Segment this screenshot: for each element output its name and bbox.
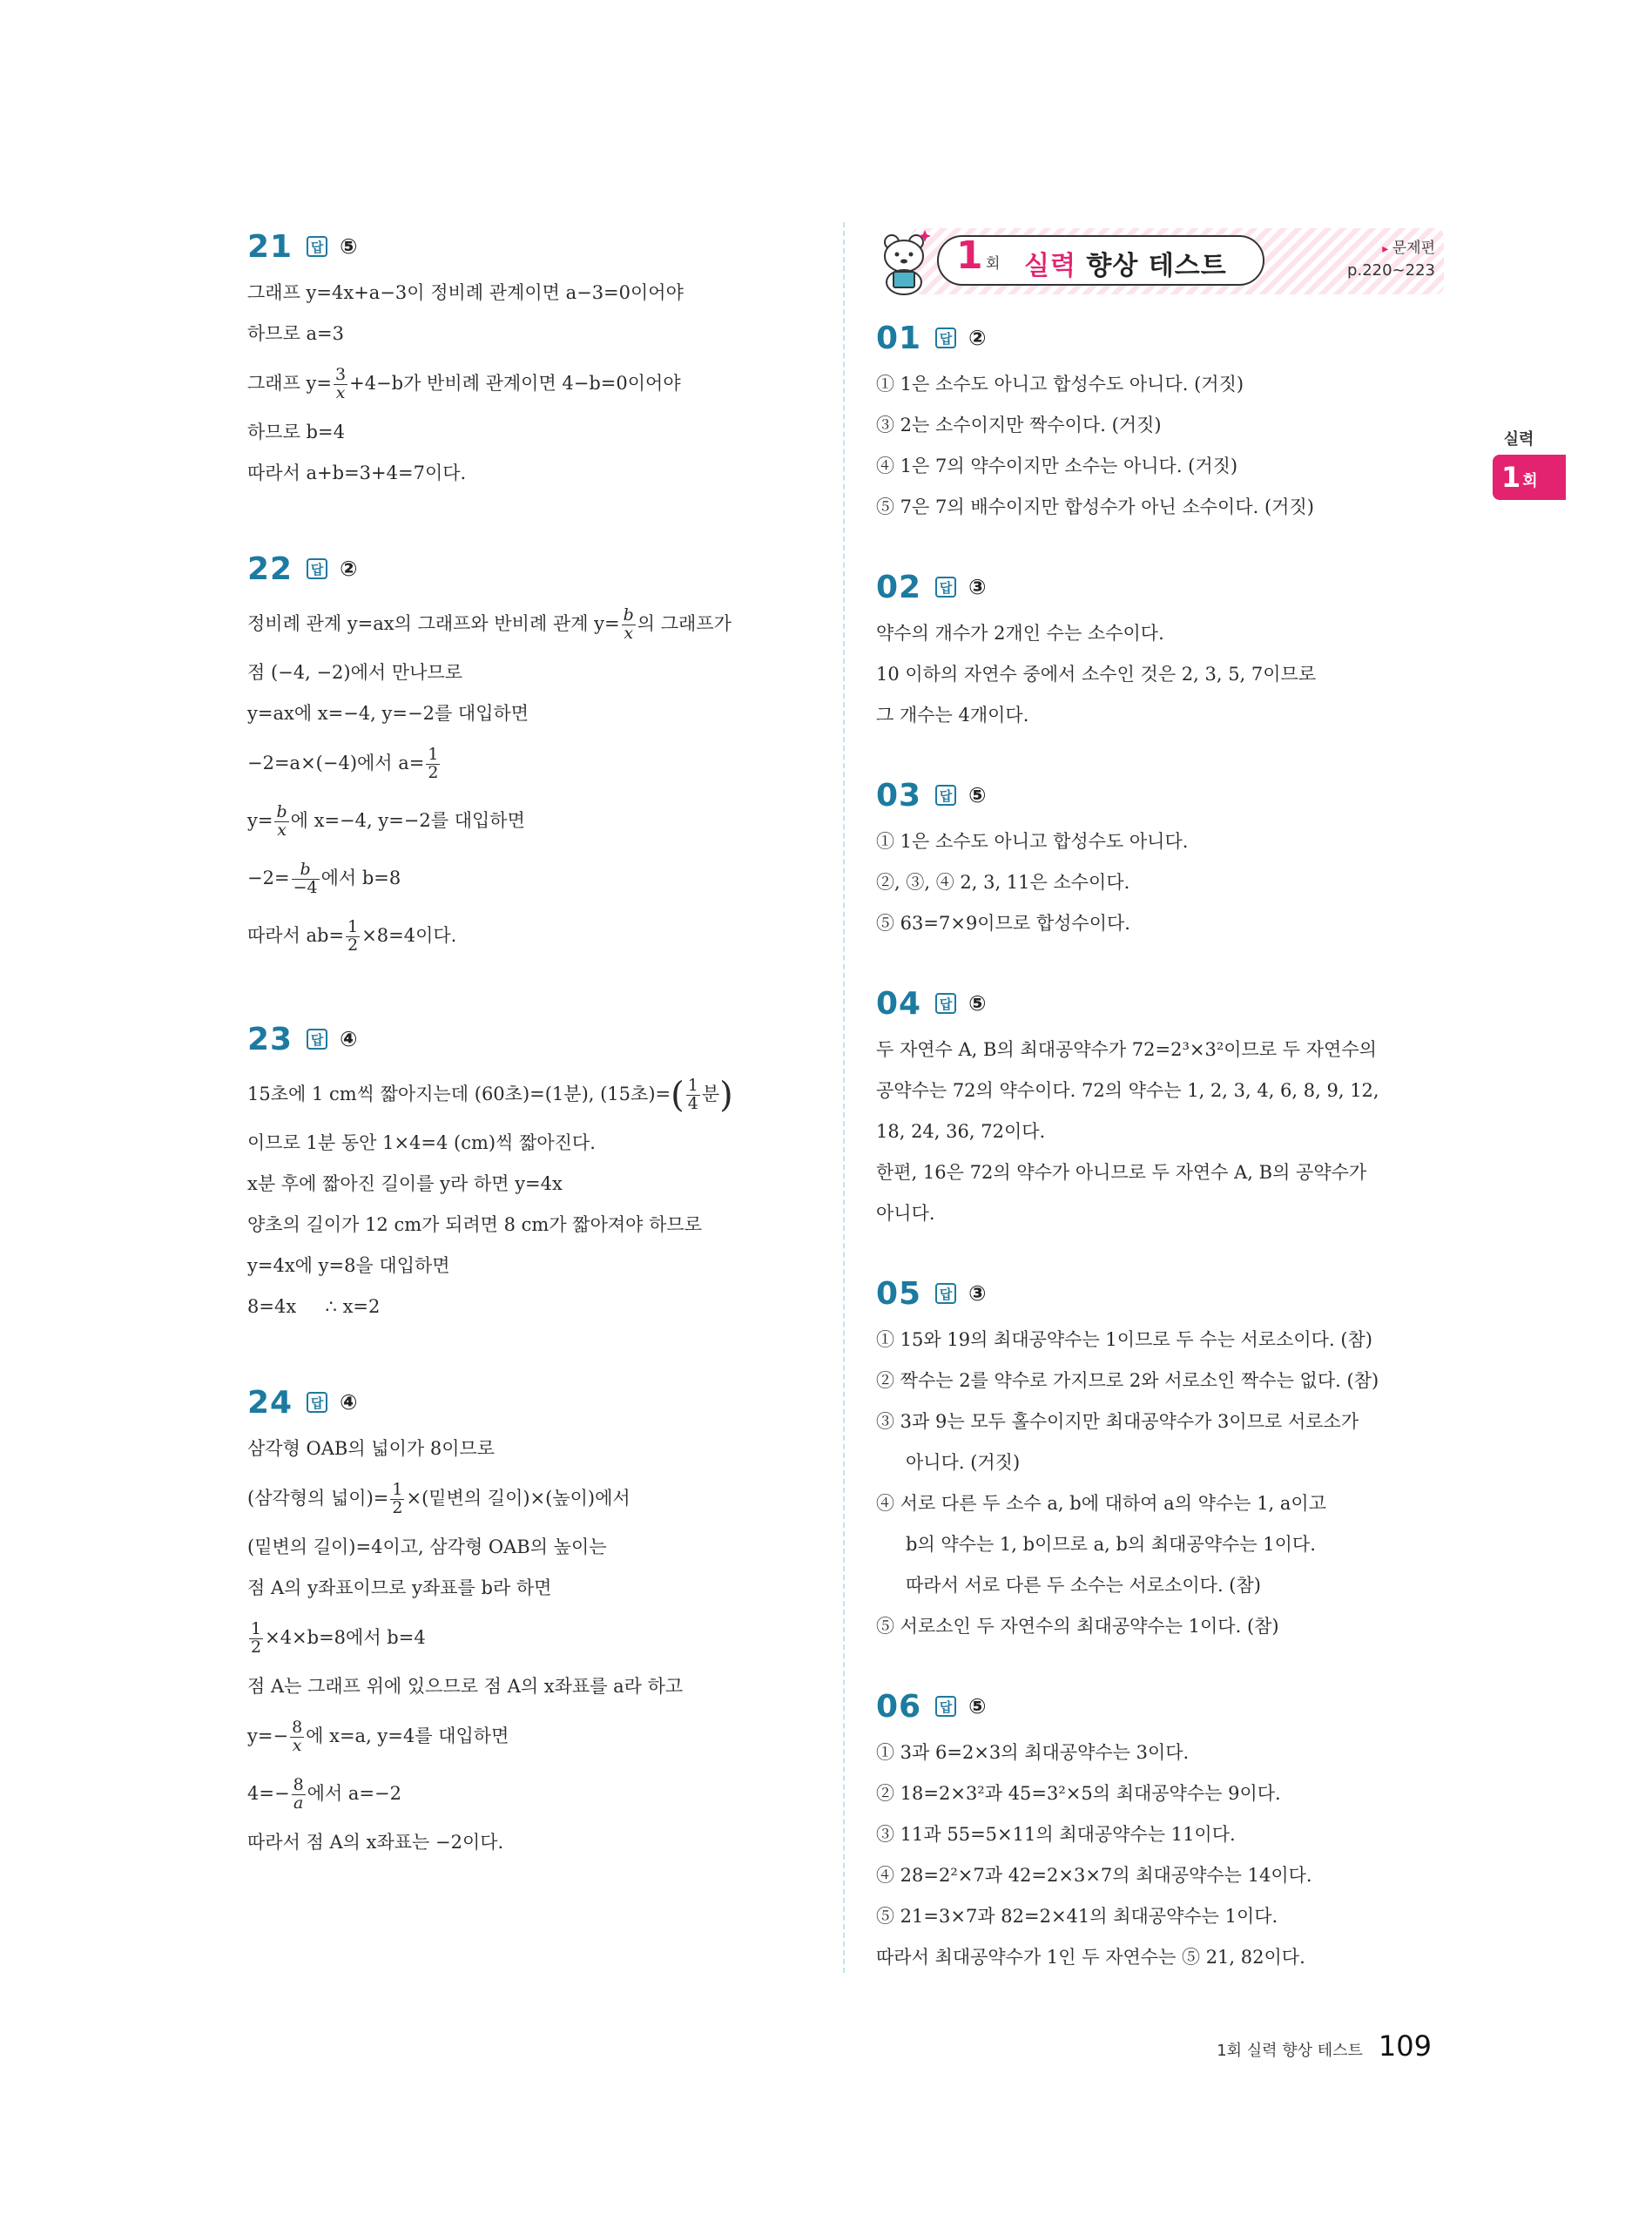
problem-23 [247,1015,822,1327]
problem-06 [876,1682,1451,1978]
solution-line: 따라서 점 A의 x좌표는 −2이다. [247,1832,504,1853]
problem-number: 23 [247,1021,293,1057]
answer-choice: ⑤ [968,783,987,807]
fraction: $\frac{8}{a}$ [293,1775,304,1813]
solution-line: 따라서 a+b=3+4=7이다. [247,463,467,483]
solution-line: (삼각형의 넓이)= $\frac{1}{2}$ ×(밑변의 길이)×(높이)에서 [247,1480,630,1517]
answer-badge: 답 [307,1392,327,1413]
solution-line: 점 A의 y좌표이므로 y좌표를 b라 하면 [247,1577,552,1598]
side-tab-badge: 1 회 [1493,455,1566,500]
fraction: $\frac{b}{-4}$ [293,860,318,897]
solution-line: 점 (−4, −2)에서 만나므로 [247,662,463,683]
problem-header [876,563,1451,611]
solution-line: 8=4x ∴ x=2 [247,1296,381,1317]
problem-book-label: ▸ 문제편 [1382,235,1435,257]
solution-line: y=− $\frac{8}{x}$ 에 x=a, y=4를 대입하면 [247,1718,509,1755]
problem-book-pages: p.220~223 [1347,261,1435,280]
problem-header [876,771,1451,820]
test-number-suffix: 회 [986,255,1001,273]
solution-line: 삼각형 OAB의 넓이가 8이므로 [247,1438,496,1459]
problem-22 [247,544,822,964]
fraction: $\frac{1}{2}$ [392,1480,403,1517]
solution-line: −2=a×(−4)에서 a= $\frac{1}{2}$ [247,745,439,782]
solution-line: 이므로 1분 동안 1×4=4 (cm)씩 짧아진다. [247,1132,596,1153]
solution-line: ① 3과 6=2×3의 최대공약수는 3이다. [876,1742,1190,1763]
solution-line: ④ 서로 다른 두 소수 a, b에 대하여 a의 약수는 1, a이고 [876,1493,1327,1514]
solution-line: 하므로 a=3 [247,323,345,344]
right-column [876,314,1451,2029]
solution-line: 그 개수는 4개이다. [876,705,1029,726]
side-tab [1493,427,1562,500]
solution-line: y=ax에 x=−4, y=−2를 대입하면 [247,703,529,724]
answer-badge: 답 [935,577,956,598]
answer-choice: ② [340,557,358,581]
problem-02 [876,563,1451,736]
problem-number: 02 [876,569,922,605]
solution-line: ③ 2는 소수이지만 짝수이다. (거짓) [876,415,1162,436]
answer-badge: 답 [935,1696,956,1717]
problem-number: 24 [247,1384,293,1421]
fraction: $\frac{b}{x}$ [276,802,287,840]
section-title: 실력 향상 테스트 [1024,251,1227,281]
answer-choice: ② [968,326,987,350]
footer-section-title: 1회 실력 향상 테스트 [1217,2042,1363,2060]
solution-line: −2= $\frac{b}{-4}$ 에서 b=8 [247,860,401,897]
solution-line: $\frac{1}{2}$ ×4×b=8에서 b=4 [251,1619,426,1657]
answer-choice: ④ [340,1390,358,1415]
solution-line: 점 A는 그래프 위에 있으므로 점 A의 x좌표를 a라 하고 [247,1676,684,1697]
page-footer [1217,2029,1432,2063]
solution-line: ③ 11과 55=5×11의 최대공약수는 11이다. [876,1824,1236,1845]
solution-line: ① 15와 19의 최대공약수는 1이므로 두 수는 서로소이다. (참) [876,1329,1372,1350]
solution-line: 하므로 b=4 [247,422,345,442]
solution-line: 한편, 16은 72의 약수가 아니므로 두 자연수 A, B의 공약수가 [876,1162,1367,1183]
solution-line: 따라서 서로 다른 두 소수는 서로소이다. (참) [906,1575,1261,1596]
answer-badge: 답 [935,993,956,1014]
fraction: $\frac{1}{4}$ [687,1076,698,1113]
solution-line: 그래프 y=4x+a−3이 정비례 관계이면 a−3=0이어야 [247,282,684,303]
problem-header [247,222,822,271]
column-divider [843,222,845,1973]
answer-choice: ③ [968,1281,987,1306]
problem-number: 05 [876,1275,922,1312]
solution-line: 4=− $\frac{8}{a}$ 에서 a=−2 [247,1775,401,1813]
solution-line: 아니다. (거짓) [906,1452,1021,1473]
answer-choice: ⑤ [968,1694,987,1719]
answer-choice: ⑤ [340,234,358,259]
problem-01 [876,314,1451,528]
solution-line: (밑변의 길이)=4이고, 삼각형 OAB의 높이는 [247,1536,607,1557]
answer-badge: 답 [307,1029,327,1050]
solution-line: x분 후에 짧아진 길이를 y라 하면 y=4x [247,1173,563,1194]
answer-choice: ⑤ [968,991,987,1016]
test-number: 1 [956,233,983,278]
answer-badge: 답 [307,558,327,579]
solution-line: ③ 3과 9는 모두 홀수이지만 최대공약수가 3이므로 서로소가 [876,1411,1359,1432]
solution-line: ④ 1은 7의 약수이지만 소수는 아니다. (거짓) [876,456,1238,476]
problem-header [247,544,822,593]
solution-line: ⑤ 7은 7의 배수이지만 합성수가 아닌 소수이다. (거짓) [876,496,1314,517]
fraction: $\frac{1}{2}$ [428,745,439,782]
fraction: $\frac{3}{x}$ [335,365,347,402]
problem-number: 22 [247,550,293,587]
solution-line: y=4x에 y=8을 대입하면 [247,1255,450,1276]
solution-line: ②, ③, ④ 2, 3, 11은 소수이다. [876,872,1130,893]
fraction: $\frac{8}{x}$ [292,1718,303,1755]
problem-number: 21 [247,228,293,265]
solution-line: ① 1은 소수도 아니고 합성수도 아니다. [876,831,1189,852]
solution-line: b의 약수는 1, b이므로 a, b의 최대공약수는 1이다. [906,1534,1316,1555]
answer-choice: ④ [340,1027,358,1051]
left-column [247,222,822,1914]
solution-line: 따라서 ab= $\frac{1}{2}$ ×8=4이다. [247,917,457,955]
solution-line: 10 이하의 자연수 중에서 소수인 것은 2, 3, 5, 7이므로 [876,664,1317,685]
problem-header [876,1269,1451,1318]
answer-badge: 답 [935,785,956,806]
fraction: $\frac{1}{2}$ [251,1619,262,1657]
solution-line: ② 짝수는 2를 약수로 가지므로 2와 서로소인 짝수는 없다. (참) [876,1370,1379,1391]
solution-line: 따라서 최대공약수가 1인 두 자연수는 ⑤ 21, 82이다. [876,1947,1305,1968]
problem-header [247,1015,822,1064]
solution-line: 15초에 1 cm씩 짧아지는데 (60초)=(1분), (15초)=( $\frac{1}{4}$ 분) [247,1075,733,1116]
solution-line: 약수의 개수가 2개인 수는 소수이다. [876,623,1164,644]
solution-line: ⑤ 서로소인 두 자연수의 최대공약수는 1이다. (참) [876,1616,1279,1637]
answer-choice: ③ [968,575,987,599]
bear-mascot-icon [876,225,932,298]
answer-badge: 답 [935,1283,956,1304]
page-number: 109 [1378,2029,1432,2063]
solution-line: 18, 24, 36, 72이다. [876,1121,1046,1142]
solution-line: ① 1은 소수도 아니고 합성수도 아니다. (거짓) [876,374,1244,395]
problem-03 [876,771,1451,944]
problem-number: 01 [876,320,922,356]
problem-number: 06 [876,1688,922,1725]
solution-line: 양초의 길이가 12 cm가 되려면 8 cm가 짧아져야 하므로 [247,1214,702,1235]
solution-line: 두 자연수 A, B의 최대공약수가 72=2³×3²이므로 두 자연수의 [876,1039,1377,1060]
problem-04 [876,979,1451,1234]
problem-header [876,1682,1451,1731]
solution-line: ⑤ 63=7×9이므로 합성수이다. [876,913,1130,934]
fraction: $\frac{b}{x}$ [623,605,634,643]
problem-header [247,1378,822,1427]
solution-line: 정비례 관계 y=ax의 그래프와 반비례 관계 y= $\frac{b}{x}$ 의 그래프가 [247,605,732,643]
problem-number: 04 [876,985,922,1022]
fraction: $\frac{1}{2}$ [347,917,359,955]
side-tab-label: 실력 [1503,430,1534,449]
solution-line: 그래프 y= $\frac{3}{x}$ +4−b가 반비례 관계이면 4−b=0이어야 [247,365,681,402]
solution-line: ② 18=2×3²과 45=3²×5의 최대공약수는 9이다. [876,1783,1281,1804]
answer-badge: 답 [935,328,956,348]
problem-header [876,979,1451,1028]
solution-line: 공약수는 72의 약수이다. 72의 약수는 1, 2, 3, 4, 6, 8, 9, 12, [876,1080,1379,1101]
solution-line: ⑤ 21=3×7과 82=2×41의 최대공약수는 1이다. [876,1906,1278,1927]
section-banner [876,225,1444,298]
problem-21 [247,222,822,494]
answer-badge: 답 [307,236,327,257]
problem-header [876,314,1451,362]
solution-line: y= $\frac{b}{x}$ 에 x=−4, y=−2를 대입하면 [247,802,525,840]
problem-24 [247,1378,822,1863]
solution-line: 아니다. [876,1203,935,1224]
problem-05 [876,1269,1451,1647]
problem-number: 03 [876,777,922,814]
solution-line: ④ 28=2²×7과 42=2×3×7의 최대공약수는 14이다. [876,1865,1312,1886]
